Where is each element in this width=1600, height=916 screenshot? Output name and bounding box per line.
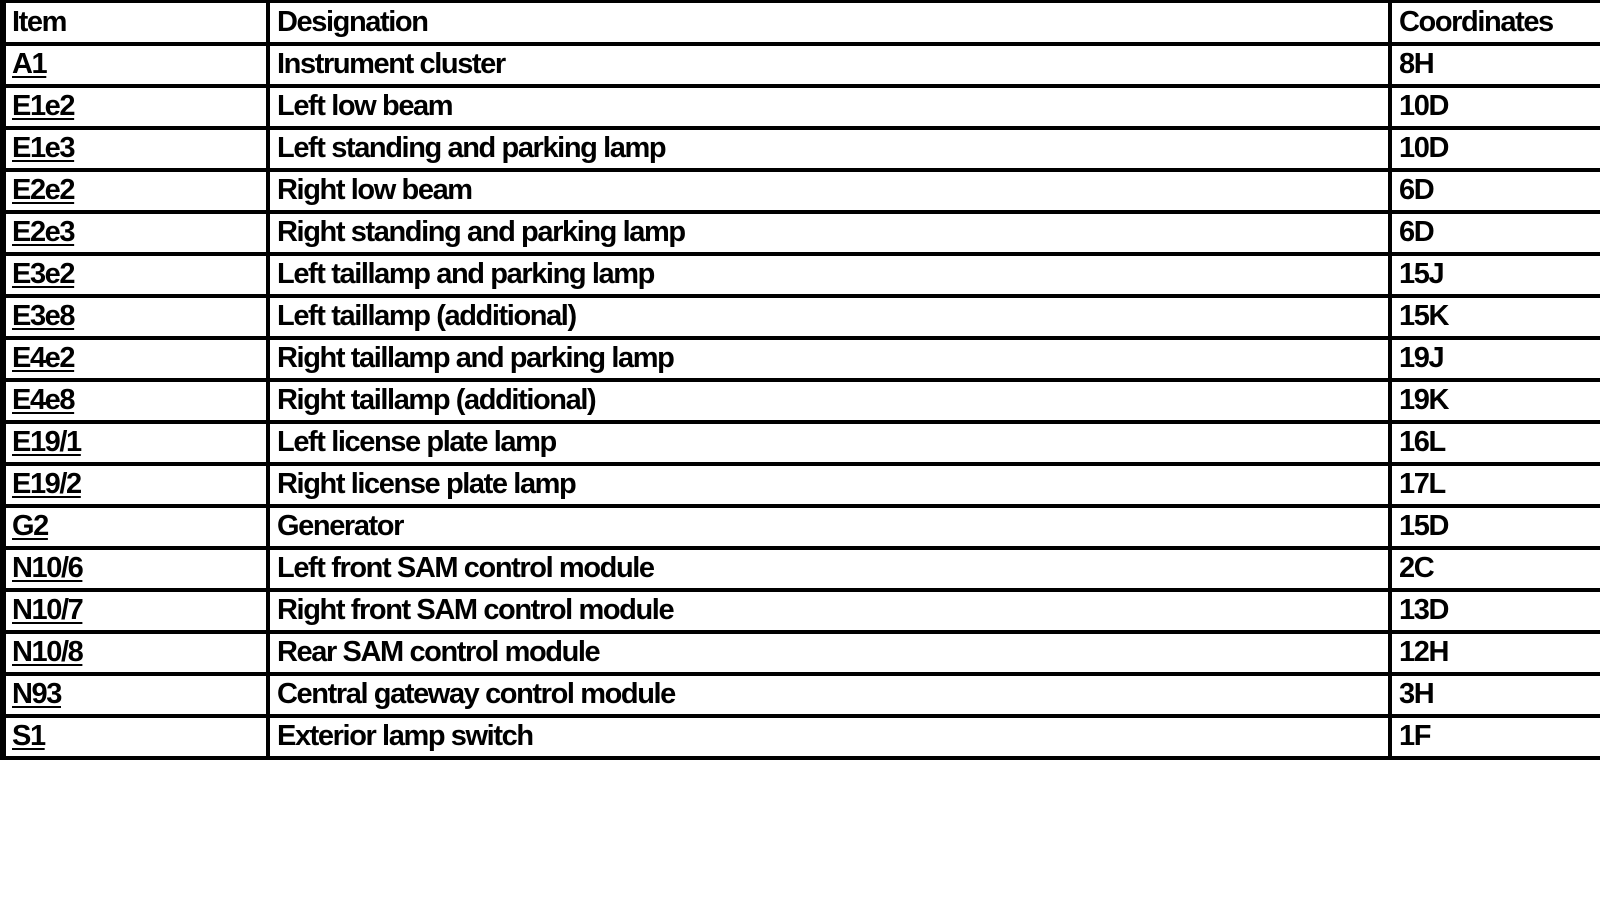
designation-cell: Left license plate lamp <box>268 422 1390 464</box>
item-link[interactable]: E1e2 <box>12 90 75 122</box>
table-row <box>3 86 1600 128</box>
designation-cell: Right taillamp (additional) <box>268 380 1390 422</box>
item-cell <box>3 254 268 296</box>
coordinates-cell: 12H <box>1390 632 1600 674</box>
item-cell <box>3 380 268 422</box>
item-cell <box>3 506 268 548</box>
item-link[interactable]: N10/8 <box>12 636 83 668</box>
designation-cell: Left low beam <box>268 86 1390 128</box>
item-cell <box>3 170 268 212</box>
item-link[interactable]: N10/6 <box>12 552 83 584</box>
table-row <box>3 422 1600 464</box>
designation-cell: Left taillamp (additional) <box>268 296 1390 338</box>
table-body <box>3 44 1600 758</box>
item-link[interactable]: E19/1 <box>12 426 81 458</box>
coordinates-cell: 2C <box>1390 548 1600 590</box>
coordinates-cell: 8H <box>1390 44 1600 86</box>
table-row <box>3 506 1600 548</box>
item-link[interactable]: E3e2 <box>12 258 75 290</box>
header-item: Item <box>3 2 268 44</box>
designation-cell: Rear SAM control module <box>268 632 1390 674</box>
designation-cell: Left front SAM control module <box>268 548 1390 590</box>
designation-cell: Exterior lamp switch <box>268 716 1390 758</box>
coordinates-cell: 19J <box>1390 338 1600 380</box>
header-designation: Designation <box>268 2 1390 44</box>
header-coordinates: Coordinates <box>1390 2 1600 44</box>
item-link[interactable]: S1 <box>12 720 45 752</box>
item-cell <box>3 44 268 86</box>
item-link[interactable]: E1e3 <box>12 132 75 164</box>
item-cell <box>3 716 268 758</box>
item-cell <box>3 296 268 338</box>
table-row <box>3 212 1600 254</box>
item-link[interactable]: E19/2 <box>12 468 81 500</box>
designation-cell: Left taillamp and parking lamp <box>268 254 1390 296</box>
designation-cell: Right license plate lamp <box>268 464 1390 506</box>
coordinates-cell: 6D <box>1390 212 1600 254</box>
coordinates-cell: 6D <box>1390 170 1600 212</box>
coordinates-cell: 1F <box>1390 716 1600 758</box>
item-link[interactable]: E4e2 <box>12 342 75 374</box>
item-link[interactable]: E2e2 <box>12 174 75 206</box>
item-cell <box>3 464 268 506</box>
table-row <box>3 170 1600 212</box>
table-row <box>3 548 1600 590</box>
table-row <box>3 716 1600 758</box>
item-cell <box>3 632 268 674</box>
designation-cell: Right front SAM control module <box>268 590 1390 632</box>
table-row <box>3 632 1600 674</box>
item-cell <box>3 212 268 254</box>
table-row <box>3 380 1600 422</box>
coordinates-cell: 17L <box>1390 464 1600 506</box>
table-row <box>3 128 1600 170</box>
designation-cell: Generator <box>268 506 1390 548</box>
item-link[interactable]: E4e8 <box>12 384 75 416</box>
designation-cell: Central gateway control module <box>268 674 1390 716</box>
designation-cell: Right standing and parking lamp <box>268 212 1390 254</box>
table-row <box>3 464 1600 506</box>
item-cell <box>3 674 268 716</box>
coordinates-cell: 19K <box>1390 380 1600 422</box>
coordinates-cell: 16L <box>1390 422 1600 464</box>
designation-cell: Left standing and parking lamp <box>268 128 1390 170</box>
table-row <box>3 296 1600 338</box>
item-cell <box>3 422 268 464</box>
item-link[interactable]: G2 <box>12 510 48 542</box>
coordinates-cell: 10D <box>1390 128 1600 170</box>
coordinates-cell: 10D <box>1390 86 1600 128</box>
item-cell <box>3 590 268 632</box>
designation-cell: Right taillamp and parking lamp <box>268 338 1390 380</box>
coordinates-cell: 15K <box>1390 296 1600 338</box>
item-cell <box>3 548 268 590</box>
designation-cell: Instrument cluster <box>268 44 1390 86</box>
table-row <box>3 674 1600 716</box>
table-row <box>3 590 1600 632</box>
item-link[interactable]: N10/7 <box>12 594 83 626</box>
item-link[interactable]: E3e8 <box>12 300 75 332</box>
item-cell <box>3 128 268 170</box>
table-row <box>3 254 1600 296</box>
item-cell <box>3 86 268 128</box>
item-link[interactable]: N93 <box>12 678 61 710</box>
item-link[interactable]: E2e3 <box>12 216 75 248</box>
coordinates-cell: 15J <box>1390 254 1600 296</box>
coordinates-cell: 15D <box>1390 506 1600 548</box>
table-row <box>3 44 1600 86</box>
item-link[interactable]: A1 <box>12 48 47 80</box>
table-row <box>3 338 1600 380</box>
item-cell <box>3 338 268 380</box>
table-header-row <box>3 2 1600 44</box>
coordinates-cell: 13D <box>1390 590 1600 632</box>
designation-cell: Right low beam <box>268 170 1390 212</box>
coordinates-cell: 3H <box>1390 674 1600 716</box>
